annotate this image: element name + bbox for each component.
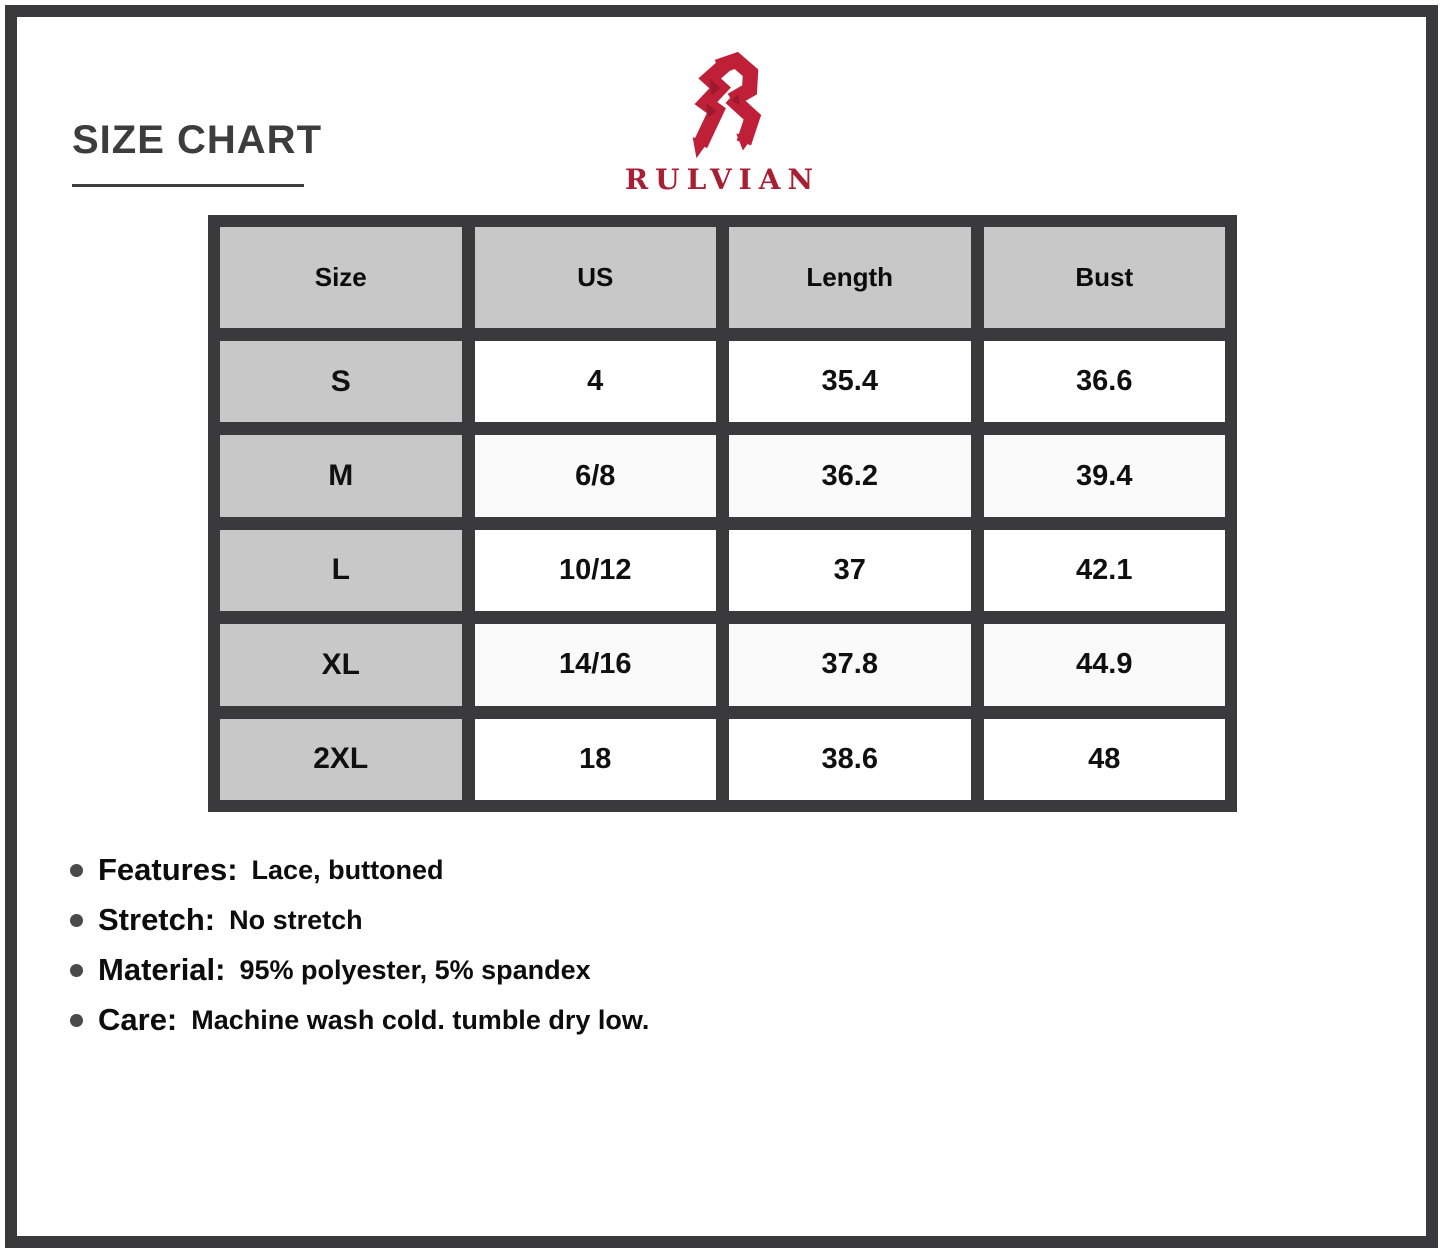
length-cell: 38.6 (729, 719, 971, 800)
size-cell: L (220, 530, 462, 611)
length-cell: 37 (729, 530, 971, 611)
column-header-us: US (475, 227, 717, 328)
length-cell: 35.4 (729, 341, 971, 422)
brand-logo (563, 50, 883, 196)
page-title: SIZE CHART (72, 118, 322, 162)
length-cell: 37.8 (729, 624, 971, 705)
length-cell: 36.2 (729, 435, 971, 516)
us-cell: 10/12 (475, 530, 717, 611)
us-cell: 14/16 (475, 624, 717, 705)
size-cell: S (220, 341, 462, 422)
size-cell: 2XL (220, 719, 462, 800)
bust-cell: 48 (984, 719, 1226, 800)
size-cell: M (220, 435, 462, 516)
bust-cell: 42.1 (984, 530, 1226, 611)
detail-stretch (70, 895, 649, 945)
us-cell: 18 (475, 719, 717, 800)
detail-value: 95% polyester, 5% spandex (239, 954, 591, 985)
rulvian-r-logo-icon (677, 50, 769, 160)
us-cell: 6/8 (475, 435, 717, 516)
us-cell: 4 (475, 341, 717, 422)
detail-label: Material: (98, 952, 226, 987)
column-header-length: Length (729, 227, 971, 328)
bullet-dot-icon (70, 1014, 83, 1027)
size-table (208, 215, 1237, 812)
detail-label: Stretch: (98, 902, 216, 937)
detail-features (70, 845, 649, 895)
detail-value: Machine wash cold. tumble dry low. (191, 1004, 650, 1035)
detail-value: No stretch (229, 904, 363, 935)
detail-label: Features: (98, 852, 238, 887)
bust-cell: 39.4 (984, 435, 1226, 516)
detail-material (70, 945, 649, 995)
brand-wordmark: RULVIAN (624, 163, 821, 196)
detail-label: Care: (98, 1002, 178, 1037)
column-header-bust: Bust (984, 227, 1226, 328)
bullet-dot-icon (70, 864, 83, 877)
size-cell: XL (220, 624, 462, 705)
column-header-size: Size (220, 227, 462, 328)
product-details (70, 845, 649, 1045)
title-underline (72, 184, 304, 187)
bust-cell: 44.9 (984, 624, 1226, 705)
bust-cell: 36.6 (984, 341, 1226, 422)
bullet-dot-icon (70, 964, 83, 977)
bullet-dot-icon (70, 914, 83, 927)
detail-care (70, 995, 649, 1045)
detail-value: Lace, buttoned (251, 854, 444, 885)
